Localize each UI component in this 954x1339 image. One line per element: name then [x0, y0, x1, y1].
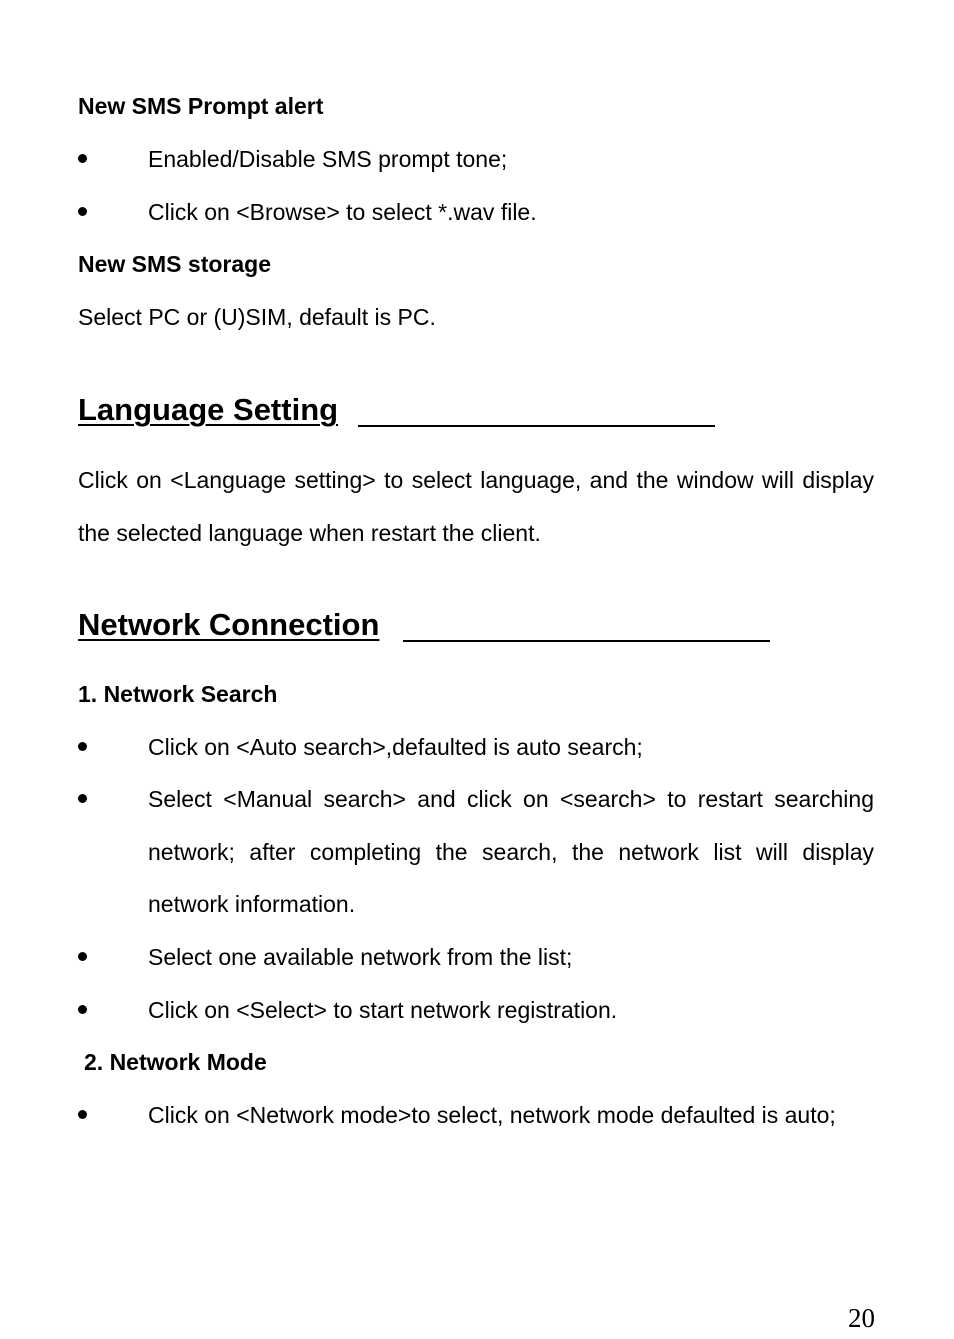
bullet-icon	[78, 186, 98, 239]
network-mode-heading: 2. Network Mode	[84, 1049, 267, 1075]
list-item-text: Click on <Browse> to select *.wav file.	[148, 199, 537, 225]
bullet-icon	[78, 133, 98, 186]
language-setting-title: Language Setting	[78, 392, 339, 427]
language-setting-text: Click on <Language setting> to select language, and the window will display the selected language when restart the client.	[78, 467, 874, 546]
list-item-text: Select <Manual search> and click on <search> to restart searching network; after completing the search, the network list will display network information.	[148, 786, 874, 918]
sms-storage-text: Select PC or (U)SIM, default is PC.	[78, 304, 436, 330]
network-connection-title: Network Connection	[78, 607, 380, 642]
heading-underline	[403, 640, 770, 642]
bullet-icon	[78, 984, 98, 1037]
page-number: 20	[848, 1303, 875, 1333]
bullet-icon	[78, 721, 98, 774]
sms-prompt-heading: New SMS Prompt alert	[78, 93, 324, 119]
sms-storage-heading: New SMS storage	[78, 251, 271, 277]
list-item-text: Click on <Network mode>to select, network mode defaulted is auto;	[148, 1102, 836, 1128]
bullet-icon	[78, 931, 98, 984]
list-item-text: Enabled/Disable SMS prompt tone;	[148, 146, 508, 172]
list-item-text: Click on <Auto search>,defaulted is auto search;	[148, 734, 643, 760]
network-search-heading: 1. Network Search	[78, 681, 278, 707]
bullet-icon	[78, 1089, 98, 1142]
list-item-text: Click on <Select> to start network registration.	[148, 997, 618, 1023]
heading-underline	[358, 425, 715, 427]
list-item-text: Select one available network from the list;	[148, 944, 573, 970]
bullet-icon	[78, 773, 98, 826]
